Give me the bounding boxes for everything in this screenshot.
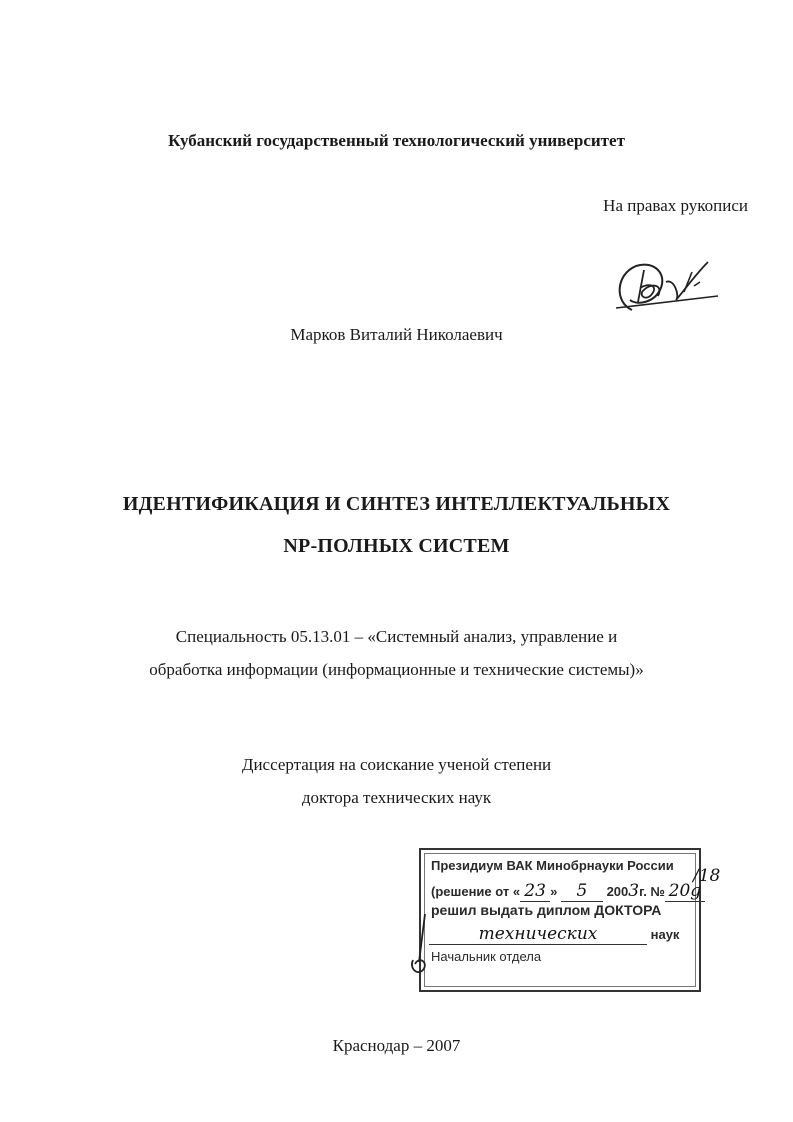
stamp-number-suffix: /18: [693, 866, 721, 886]
degree-block: [0, 748, 793, 814]
stamp-separator: »: [550, 884, 558, 899]
degree-line-1: Диссертация на соискание ученой степени: [241, 755, 552, 774]
stamp-field-handwritten: технических: [429, 924, 647, 945]
specialty-line-1: Специальность 05.13.01 – «Системный анализ, управление и: [175, 627, 618, 646]
stamp-number: 20g: [665, 881, 705, 902]
dissertation-title: [0, 483, 793, 567]
stamp-head-of-department: Начальник отдела: [431, 949, 542, 964]
stamp-field-line: [429, 924, 691, 945]
stamp-month: 5: [561, 881, 603, 902]
author-name: Марков Виталий Николаевич: [290, 325, 503, 344]
stamp-day: 23: [520, 881, 550, 902]
stamp-year-digit: 3: [628, 881, 640, 901]
manuscript-rights-note: На правах рукописи: [603, 196, 748, 215]
author-signature: [610, 252, 722, 318]
degree-line-2: доктора технических наук: [301, 788, 492, 807]
specialty-line-2: обработка информации (информационные и технические системы)»: [149, 660, 644, 679]
specialty-block: [0, 620, 793, 686]
university-name: Кубанский государственный технологический университет: [168, 131, 625, 150]
title-line-1: ИДЕНТИФИКАЦИЯ И СИНТЕЗ ИНТЕЛЛЕКТУАЛЬНЫХ: [122, 493, 671, 515]
title-line-2: NP-ПОЛНЫХ СИСТЕМ: [283, 535, 510, 557]
stamp-diploma-line: решил выдать диплом ДОКТОРА: [431, 902, 662, 918]
vak-stamp: [419, 848, 721, 992]
stamp-decision-line: [431, 881, 705, 902]
stamp-presidium: Президиум ВАК Минобрнауки России: [431, 858, 674, 873]
stamp-decision-prefix: (решение от «: [431, 884, 521, 899]
stamp-year-prefix: 200: [606, 884, 629, 899]
stamp-signature-scribble: [407, 910, 437, 980]
city-year: Краснодар – 2007: [332, 1036, 461, 1055]
stamp-field-suffix: наук: [650, 927, 680, 942]
stamp-year-suffix: г. №: [639, 884, 665, 899]
